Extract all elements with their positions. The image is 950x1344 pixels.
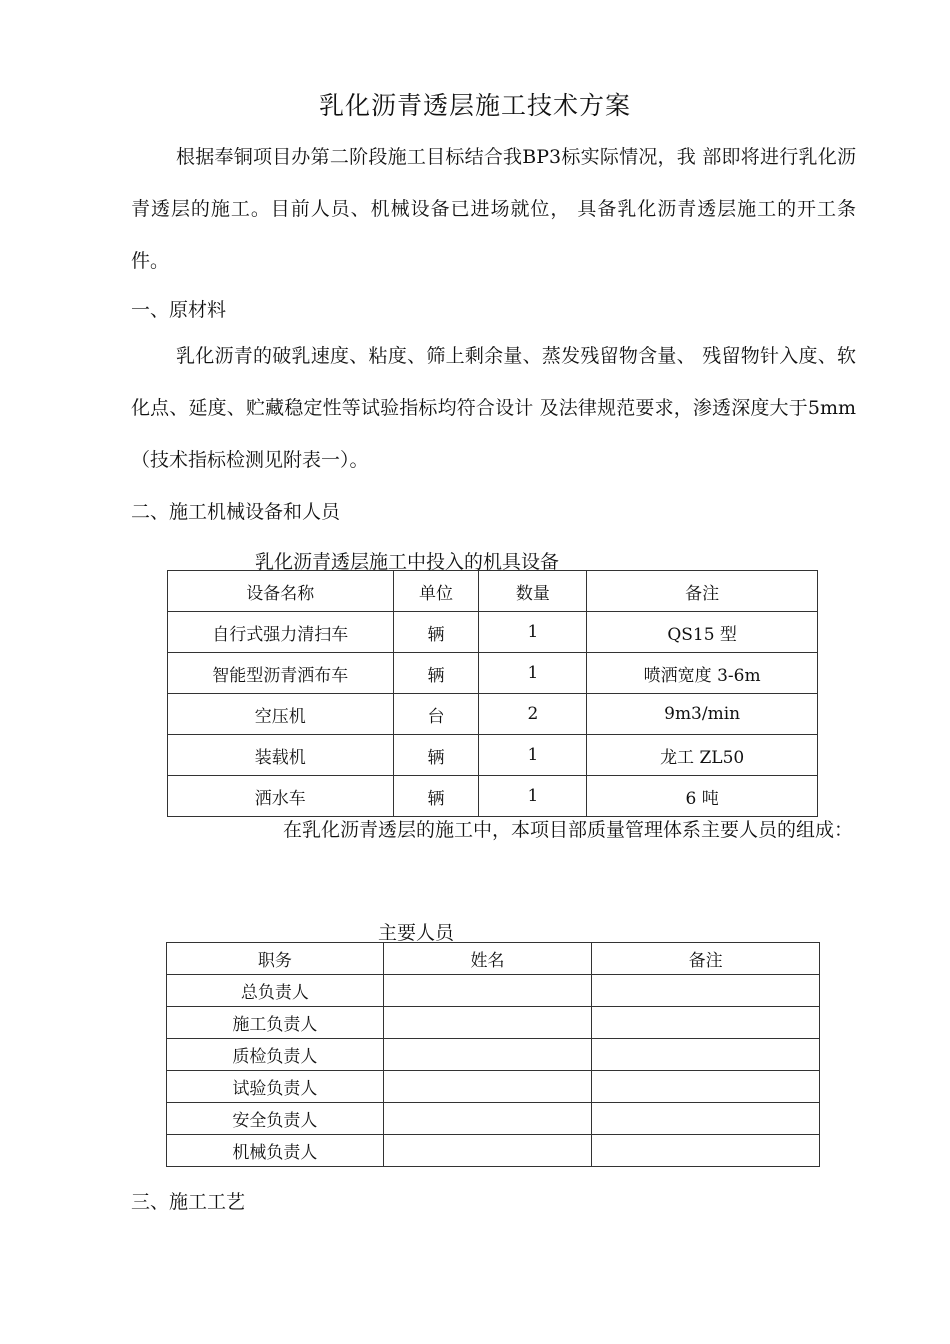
- equipment-table: [167, 570, 818, 817]
- equipment-unit-cell: 台: [393, 694, 479, 735]
- equipment-unit-cell: 辆: [393, 735, 479, 776]
- table-row: [167, 1039, 820, 1071]
- equipment-note-cell: 6 吨: [587, 776, 818, 817]
- staff-note-cell: [592, 1071, 820, 1103]
- table-row: [167, 1071, 820, 1103]
- equipment-qty-cell: 1: [479, 776, 587, 817]
- materials-paragraph: 乳化沥青的破乳速度、粘度、筛上剩余量、蒸发残留物含量、 残留物针入度、软化点、延度、贮藏稳定性等试验指标均符合设计 及法律规范要求，渗透深度大于5mm（技术指标检测见附表一）。: [131, 345, 856, 471]
- equipment-unit-cell: 辆: [393, 612, 479, 653]
- equipment-note-cell: QS15 型: [587, 612, 818, 653]
- table-row: [168, 735, 818, 776]
- staff-paragraph: 在乳化沥青透层的施工中，本项目部质量管理体系主要人员的组成：: [283, 819, 854, 841]
- table-row: [167, 1103, 820, 1135]
- staff-name-cell: [383, 1135, 592, 1167]
- staff-note-cell: [592, 1135, 820, 1167]
- staff-name-cell: [383, 1007, 592, 1039]
- section-heading-materials: 一、原材料: [131, 299, 227, 321]
- staff-table-caption: 主要人员: [378, 922, 455, 944]
- table-row: [167, 1135, 820, 1167]
- staff-role-cell: 总负责人: [167, 975, 384, 1007]
- equipment-table-caption: 乳化沥青透层施工中投入的机具设备: [255, 551, 560, 573]
- equipment-header-cell: 单位: [393, 571, 479, 612]
- equipment-note-cell: 龙工 ZL50: [587, 735, 818, 776]
- staff-note-cell: [592, 1039, 820, 1071]
- document-title: 乳化沥青透层施工技术方案: [318, 91, 631, 120]
- equipment-header-cell: 数量: [479, 571, 587, 612]
- staff-role-cell: 质检负责人: [167, 1039, 384, 1071]
- equipment-name-cell: 空压机: [168, 694, 394, 735]
- equipment-table-header-row: [168, 571, 818, 612]
- table-row: [168, 653, 818, 694]
- equipment-note-cell: 9m3/min: [587, 694, 818, 735]
- section-heading-equipment: 二、施工机械设备和人员: [131, 501, 341, 523]
- staff-role-cell: 施工负责人: [167, 1007, 384, 1039]
- staff-note-cell: [592, 1007, 820, 1039]
- equipment-header-cell: 备注: [587, 571, 818, 612]
- staff-name-cell: [383, 975, 592, 1007]
- equipment-name-cell: 装载机: [168, 735, 394, 776]
- staff-name-cell: [383, 1103, 592, 1135]
- equipment-note-cell: 喷洒宽度 3-6m: [587, 653, 818, 694]
- equipment-qty-cell: 1: [479, 653, 587, 694]
- staff-header-cell: 姓名: [383, 943, 592, 975]
- staff-name-cell: [383, 1039, 592, 1071]
- table-row: [168, 612, 818, 653]
- equipment-qty-cell: 1: [479, 735, 587, 776]
- staff-note-cell: [592, 975, 820, 1007]
- staff-header-cell: 备注: [592, 943, 820, 975]
- staff-table: [166, 942, 820, 1167]
- staff-note-cell: [592, 1103, 820, 1135]
- table-row: [167, 975, 820, 1007]
- equipment-name-cell: 自行式强力清扫车: [168, 612, 394, 653]
- section-heading-process: 三、施工工艺: [131, 1191, 246, 1213]
- staff-header-cell: 职务: [167, 943, 384, 975]
- equipment-header-cell: 设备名称: [168, 571, 394, 612]
- staff-role-cell: 安全负责人: [167, 1103, 384, 1135]
- staff-name-cell: [383, 1071, 592, 1103]
- equipment-name-cell: 智能型沥青洒布车: [168, 653, 394, 694]
- staff-table-header-row: [167, 943, 820, 975]
- table-row: [167, 1007, 820, 1039]
- staff-role-cell: 机械负责人: [167, 1135, 384, 1167]
- equipment-qty-cell: 2: [479, 694, 587, 735]
- table-row: [168, 694, 818, 735]
- equipment-name-cell: 洒水车: [168, 776, 394, 817]
- intro-paragraph: 根据奉铜项目办第二阶段施工目标结合我BP3标实际情况，我 部即将进行乳化沥青透层的施工。目前人员、机械设备已进场就位， 具备乳化沥青透层施工的开工条件。: [131, 146, 856, 272]
- equipment-qty-cell: 1: [479, 612, 587, 653]
- equipment-unit-cell: 辆: [393, 776, 479, 817]
- equipment-unit-cell: 辆: [393, 653, 479, 694]
- staff-role-cell: 试验负责人: [167, 1071, 384, 1103]
